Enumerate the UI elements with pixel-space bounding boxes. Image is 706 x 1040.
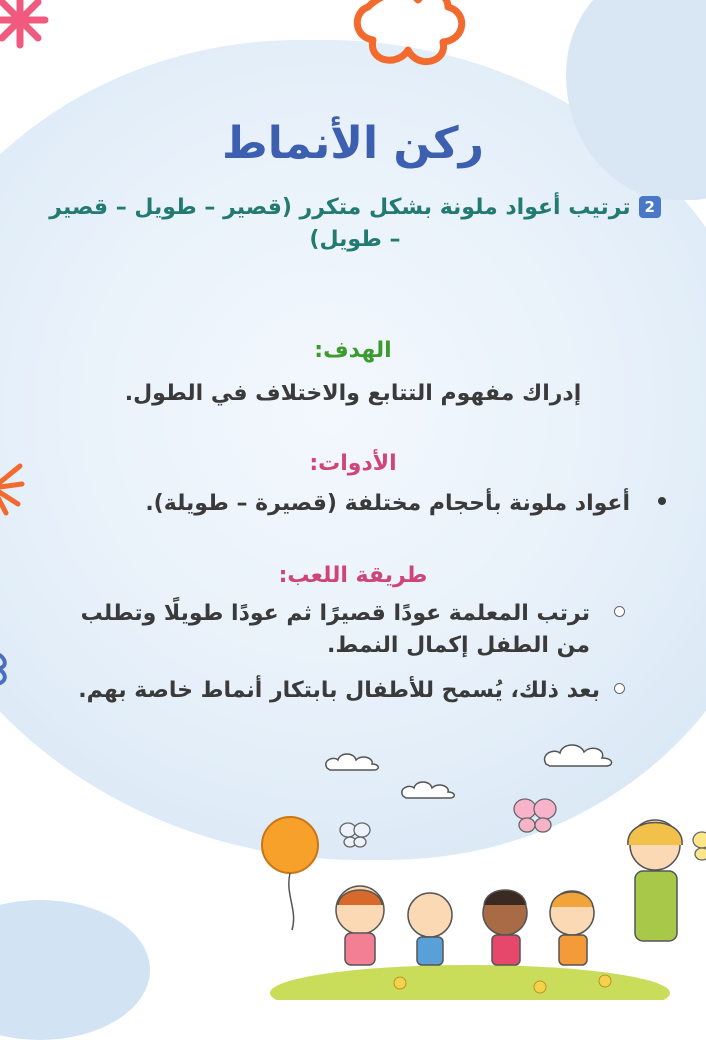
tools-heading: الأدوات: [309,451,397,476]
method-item: ترتب المعلمة عودًا قصيرًا ثم عودًا طويلًا وتطلب من الطفل إكمال النمط. [80,601,590,658]
method-item: بعد ذلك، يُسمح للأطفال بابتكار أنماط خاصة بهم. [78,678,600,703]
bullet-icon [658,497,666,505]
page-title: ركن الأنماط [222,118,484,169]
circle-bullet-icon [614,606,625,617]
tool-item: أعواد ملونة بأحجام مختلفة (قصيرة – طويلة). [145,491,630,516]
activity-subtitle [40,192,670,256]
goal-text: إدراك مفهوم التتابع والاختلاف في الطول. [124,381,582,406]
circle-bullet-icon [614,683,625,694]
goal-heading: الهدف: [314,338,392,363]
method-heading: طريقة اللعب: [278,563,428,588]
subtitle-text: ترتيب أعواد ملونة بشكل متكرر (قصير – طويل – قصير – طويل) [49,195,631,252]
number-badge: 2 [639,196,661,218]
